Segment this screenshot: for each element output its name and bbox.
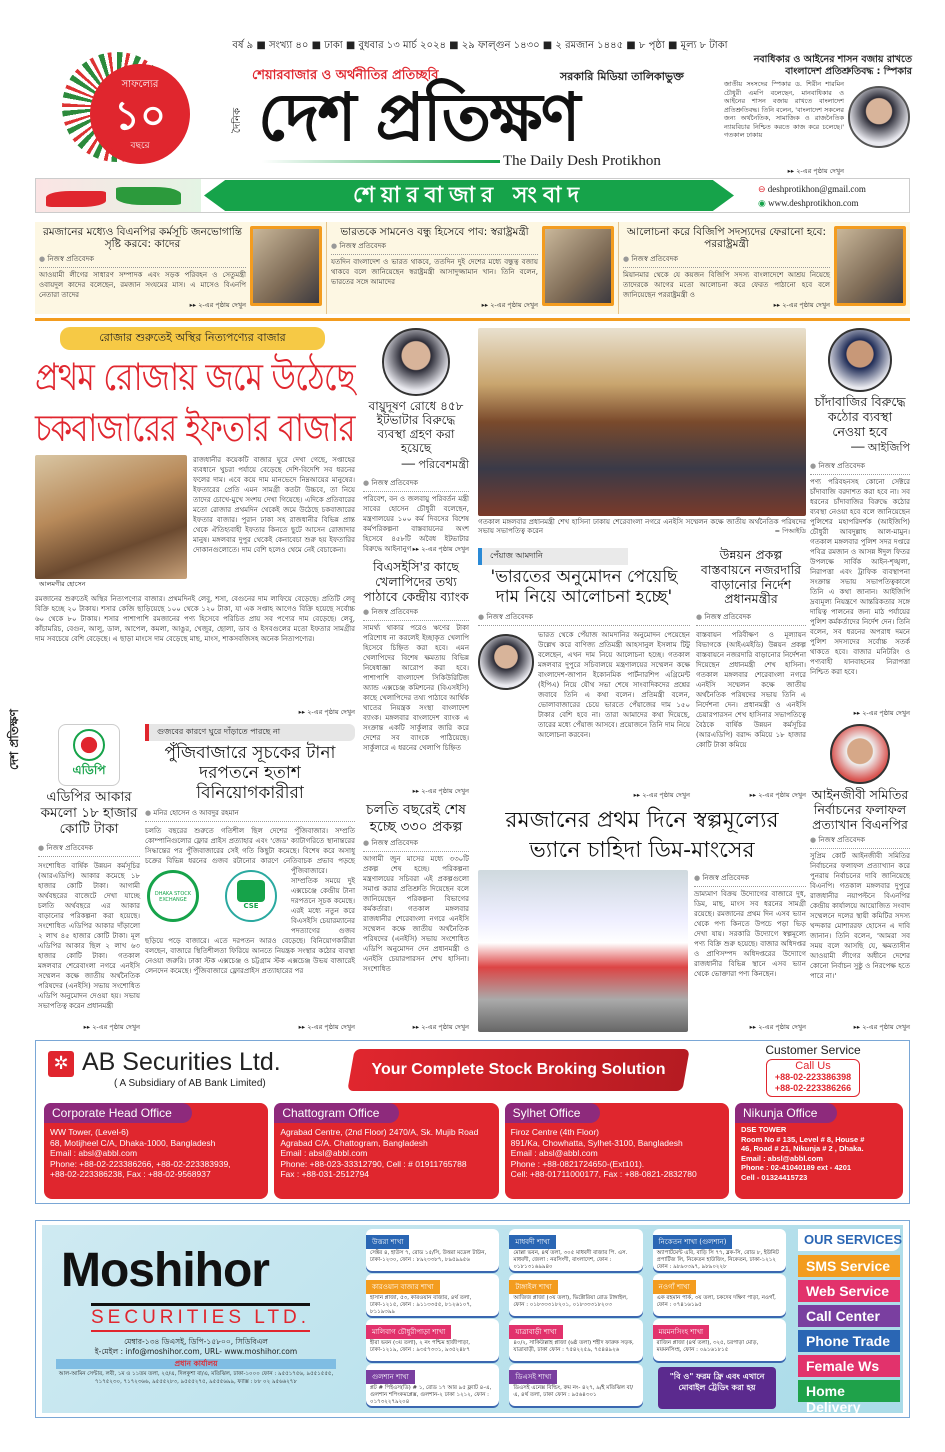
byline: ● নিজস্ব প্রতিবেদক xyxy=(696,611,806,626)
office-card: Nikunja Office DSE TOWER Room No # 135, Level # 8, House # 46, Road # 21, Nikunja # 2 , Dhaka. Email : absl@abbl.com Phone : 02-41040189 ext - 4201 Cell - 01324415723 xyxy=(735,1103,903,1199)
branch-card xyxy=(653,1229,786,1271)
mobile-trading-promo: "বি ও" ফরম ফ্রি এবং এখানে মোবাইল ট্রেডিং করা হয় xyxy=(658,1367,776,1409)
top-stories xyxy=(35,222,910,314)
projects-story xyxy=(363,802,469,1032)
byline: ● নিজস্ব প্রতিবেদক xyxy=(694,872,806,887)
service-item: Phone Trade xyxy=(798,1330,900,1352)
ear-headline: নবাধিকার ও আইনের শাসন বজায় রাখতে বাংলাদেশ প্রতিশ্রুতিবদ্ধ : স্পিকার xyxy=(753,54,912,77)
byline: ● নিজস্ব প্রতিবেদক xyxy=(363,477,469,492)
igp-headline[interactable]: চাঁদাবাজির বিরুদ্ধে কঠোর ব্যবস্থা নেওয়া হবে xyxy=(814,394,906,439)
ab-subsidiary: ( A Subsidiary of AB Bank Limited) xyxy=(114,1078,266,1089)
branch-name: টাঙ্গাইল শাখা xyxy=(509,1280,557,1294)
branch-address: সেক্টর ৪, হাউস ৭, রোড ১৫/সি, উত্তরা মডেল টাউন, ঢাকা-১২৩০, ফোন : ৮৯২৩৩৮৭, ৮৯৫৯৯৫৬ xyxy=(370,1250,487,1263)
moshihor-brand: Moshihor xyxy=(61,1244,269,1297)
branch-address: রাজিন প্লাজা (৪র্থ তলা), ৩২৫, চরপাড়া মোড়, ময়মনসিংহ, ফোন : ০৯১৬১৮১৫ xyxy=(656,1340,759,1353)
more-link[interactable]: ▸▸ ২-এর পৃষ্ঠায় দেখুন xyxy=(331,301,538,310)
more-link[interactable]: ▸▸ ২-এর পৃষ্ঠায় দেখুন xyxy=(810,1023,910,1032)
branch-name: নিকেতন শাখা (গুলশান) xyxy=(653,1235,733,1249)
office-card: Corporate Head Office WW Tower, (Level-6) 68, Motijheel C/A, Dhaka-1000, Bangladesh Email : absl@abbl.com Phone: +88-02-223386266, +88-02-223383939, +88-02-223386238, Fax : +88-02-9568937 xyxy=(44,1103,268,1199)
more-link[interactable]: ▸▸ ২-এর পৃষ্ঠায় দেখুন xyxy=(38,1023,140,1032)
sales-van-photo xyxy=(478,870,688,1032)
customer-service-label: Customer Service xyxy=(765,1043,861,1057)
environment-minister-photo xyxy=(382,328,450,396)
anniversary-logo xyxy=(62,52,192,172)
van-block xyxy=(478,806,806,1032)
story-body: বাস্তবায়ন পরিবীক্ষণ ও মূল্যায়ন বিভাগকে (আইএমইডি) উন্নয়ন প্রকল্প বাস্তবায়নে নজরদারি বাড়ানোর নির্দেশনা দিয়েছেন প্রধানমন্ত্রী শেখ হাসিনা। গতকাল মঙ্গলবার শেরেবাংলা নগরে এনইসি সম্মেলন কক্ষে জাতীয় অর্থনৈতিক পরিষদের সভায় তিনি এ নির্দেশনা দেন। প্রধানমন্ত্রী ও এনইসি চেয়ারপারসন শেখ হাসিনার সভাপতিত্বে বৈঠকে বার্ষিক উন্নয়ন কর্মসূচির (আরএডিপি) বরাদ্দ কমিয়ে ১৮ হাজার কোটি টাকা কমিয়ে xyxy=(696,631,806,749)
service-item: Call Center xyxy=(798,1305,900,1327)
byline: ● নিজস্ব প্রতিবেদক xyxy=(623,253,830,268)
ear-story xyxy=(724,54,912,176)
credit: পিআইডি xyxy=(782,527,806,535)
side-label: দেশ প্রতিক্ষণ xyxy=(7,709,21,770)
dse-logo: DHAKA STOCK EXCHANGE xyxy=(147,870,199,922)
head-office-label: প্রধান কার্যালয় xyxy=(56,1359,336,1369)
branch-card xyxy=(509,1319,642,1361)
ab-slogan: Your Complete Stock Broking Solution xyxy=(371,1061,666,1078)
globe-icon: ◉ xyxy=(758,198,769,208)
branch-card xyxy=(366,1229,499,1271)
ab-logo-icon: ✲ xyxy=(48,1051,74,1077)
lead-story xyxy=(35,327,355,717)
commerce-minister-photo xyxy=(478,634,534,690)
branch-card xyxy=(366,1274,499,1316)
govt-seal-icon xyxy=(73,729,105,761)
office-card: Sylhet Office Firoz Centre (4th Floor) 891/Ka, Chowhatta, Sylhet-3100, Bangladesh Email : absl@abbl.com Phone : +88-0821724650-(Ext101). Cell: +88-01711000177, Fax : +88-0821-2832780 xyxy=(505,1103,729,1199)
office-name: Chattogram Office xyxy=(274,1103,399,1123)
air-attribution: ── পরিবেশমন্ত্রী xyxy=(401,457,469,471)
service-item: Female Ws xyxy=(798,1355,900,1377)
dateline: বর্ষ ৯ ■ সংখ্যা ৪০ ■ ঢাকা ■ বুধবার ১৩ মার্চ ২০২৪ ■ ২৯ ফাল্গুন ১৪৩০ ■ ২ রমজান ১৪৪৫ ■ ৮ পৃষ্ঠা ■ মূল্য ৮ টাকা xyxy=(232,40,728,51)
van-headline[interactable]: রমজানের প্রথম দিনে স্বল্পমূল্যের ভ্যানে চাহিদা ডিম-মাংসের xyxy=(505,808,779,863)
lead-kicker: রোজার শুরুতেই অস্থির নিত্যপণ্যের বাজার xyxy=(60,327,325,350)
moshihor-contact: ই-মেইল : info@moshihor.com, URL- www.moshihor.com xyxy=(94,1347,298,1356)
speaker-photo xyxy=(848,86,910,148)
story-body: সংশোধিত বার্ষিক উন্নয়ন কর্মসূচির (আরএডিপি) আকার কমেছে ১৮ হাজার কোটি টাকা। আগামী অর্থবছরের বাজেটে দেখা যাচ্ছে চলতি অর্থবছরে এর আকার বাড়ানোর পরিকল্পনা করা হয়েছে। সংশোধিত এডিপির আকার দাঁড়ালো ২ লাখ ৪৫ হাজার কোটি টাকা। মূল এডিপির আকার ছিল ২ লাখ ৬৩ হাজার কোটি টাকা। গতকাল মঙ্গলবার শেরেবাংলা নগরে এনইসি সম্মেলন কক্ষে জাতীয় অর্থনৈতিক পরিষদের (এনইসি) সভায় সংশোধিত এডিপি অনুমোদন দেওয়া হয়। সভায় সভাপতিত্ব করেন প্রধানমন্ত্রী xyxy=(38,861,140,1010)
services-title: OUR SERVICES xyxy=(798,1229,900,1251)
more-link[interactable]: ▸▸ ২-এর পৃষ্ঠায় দেখুন xyxy=(35,708,355,717)
masthead-english: The Daily Desh Protikhon xyxy=(503,153,661,169)
story-body xyxy=(145,826,355,1021)
branch-name: মাধবদী শাখা xyxy=(509,1235,555,1249)
byline: ● নিজস্ব প্রতিবেদক xyxy=(331,240,538,255)
lead-body-1: রাজধানীর কয়েকটি বাজার ঘুরে দেখা গেছে, সপ্তাহের ব্যবধানে খুচরা পর্যায়ে বেড়েছে দেশি-বিদেশি সব ধরনের ফলের দাম। এবে কয়ে দাম মানভেদে নিম্নআয়ের মানুষের। ইফতারের প্রেতি এমন সামগ্রী কতটা উচ্চবে, তা নিয়ে তাদের চোখে-মুখে সংশয় দেখা গিয়েছে। এদিকে প্রতিবারের মতো রোজার প্রথমদিন থেকেই জমে উঠেছে চকবাজারের ইফতার বাজার। পুরান ঢাকা সহ রাজধানীর বিভিন্ন প্রান্ত থেকে ঐতিহ্যবাহী ইফতার কিনতে ছুটে আসেন রোজাদার মানুষ। মঙ্গলবার দুপুর থেকেই কেনাবেচা শুরু হয় ইফতারির দোকানগুলোতে। দাম বেশি হলেও থেমে নেই বেচাকেনা। xyxy=(193,456,355,554)
service-item: Web Service xyxy=(798,1280,900,1302)
more-link[interactable]: ▸▸ ২-এর পৃষ্ঠায় দেখুন xyxy=(478,791,690,800)
phone-number[interactable]: +88-02-223386398 xyxy=(774,1072,852,1082)
pm-headline[interactable]: উন্নয়ন প্রকল্প বাস্তবায়নে নজরদারি বাড়ানোর নির্দেশ প্রধানমন্ত্রীর xyxy=(700,547,802,607)
branch-name: ময়মনসিংহ শাখা xyxy=(653,1325,709,1339)
top-story-headline[interactable]: ভারতকে সামনেও বন্ধু হিসেবে পাব: স্বরাষ্ট্রমন্ত্রী xyxy=(340,226,529,238)
ab-securities-ad[interactable] xyxy=(35,1040,910,1204)
branch-name: ডিএসই শাখা xyxy=(509,1370,557,1384)
air-headline[interactable]: বায়ুদূষণ রোধে ৪৫৮ ইটভাটার বিরুদ্ধে ব্যবস্থা গ্রহণ করা হয়েছে xyxy=(368,399,464,456)
story-body: ভ্রাম্যমাণ বিক্রয় উদ্যোগের বাজারে দুধ, ডিম, মাছ, মাংস সব ধরনের সামগ্রী রয়েছে। রমজানের প্রথম দিন এসব ভ্যান থেকে পণ্য কিনতে উপচে পড়া ভিড় দেখা যায়। সরকারি উদ্যোগে স্বল্পমূল্যে পণ্য বিক্রি শুরু হয়েছে। বাজার অধিদপ্তর ও প্রাণিসম্পদ অধিদপ্তরের উদ্যোগে রাজধানীর বিভিন্ন স্থানে এসব ভ্যান থেকে ভোক্তারা পণ্য কিনছেন। xyxy=(694,890,806,978)
anniversary-top: সাফল্যের xyxy=(121,79,159,90)
photo-caption-block xyxy=(478,518,806,545)
air-story xyxy=(363,328,469,554)
byline: ● নিজস্ব প্রতিবেদক xyxy=(810,460,910,475)
masthead-prefix: দৈনিক xyxy=(232,107,244,134)
cse-logo xyxy=(225,870,277,922)
lawyer-story xyxy=(810,724,910,1032)
ab-brand: AB Securities Ltd. xyxy=(82,1048,281,1076)
branch-card xyxy=(509,1364,642,1406)
story-body: ভারত থেকে পেঁয়াজ আমদানির অনুমোদন পেয়েছেন উল্লেখ করে বাণিজ্য প্রতিমন্ত্রী আহসানুল ইসলাম টিটু বলেছেন, এখন দাম নিয়ে আলোচনা হচ্ছে। গতকাল মঙ্গলবার দুপুরে সচিবালয়ে মন্ত্রণালয়ের সম্মেলন কক্ষে বাংলাদেশ-জাপান ইকোনমিক পার্টনারশিপ এগ্রিমেন্ট (ইপিএ) নিয়ে যৌথ সভা শেষে সাংবাদিকদের প্রশ্নের জবাবে তিনি এ কথা বলেন। প্রতিমন্ত্রী বলেন, ভোলাবাজারের চেয়ে ভারতে পেঁয়াজের দাম ১৫০ টাকার বেশি হবে না। তারা আমাদের কথা দিয়েছে, তারের মধ্যে পেঁয়াজ আসবে। প্রয়োজনে তিনি দাম নিয়ে আলোচনা করবেন। xyxy=(538,631,690,740)
masthead-tagline: শেয়ারবাজার ও অর্থনীতির প্রতিচ্ছবি xyxy=(252,68,439,83)
website-link[interactable]: www.deshprotikhon.com xyxy=(768,198,859,208)
head-office-address: আল-আমিন সেন্টার, লবী, ১ম ও ১১তম তলা, ২৫/এ, দিলকুশা বা/এ, মতিঝিল, ঢাকা-১০০০ ফোন : ৯৫৫১৭৫৬, ৯৫৫১৫৫৫, ৭১৭৫২৩০, ৭১৭২৩৬৬, ৯৫৫৫২৮৩, ৯৫৫৫২৭৫, ৯৫৫৫৬৯৯, ফ্যাক্স : ৮৮ ০২ ৯৫৬৬২৭৮ xyxy=(58,1371,334,1385)
byline: ● নিজস্ব প্রতিবেদক xyxy=(39,253,246,268)
story-body: সুপ্রিম কোর্ট আইনজীবী সমিতির নির্বাচনের ফলাফল প্রত্যাখ্যান করে পুনরায় নির্বাচনের দাবি জানিয়েছে বিএনপি। গতকাল মঙ্গলবার দুপুরে রাজধানীর নয়াপল্টনে বিএনপির কেন্দ্রীয় কার্যালয়ে আয়োজিত সংবাদ সম্মেলনে দলের স্থায়ী কমিটির সদস্য খন্দকার মোশাররফ হোসেন এ দাবি জানান। তিনি বলেন, 'আমরা সব সময় বলে আসছি যে, ক্ষমতাসীন আওয়ামী লীগের অধীনে দেশের কোনো নির্বাচন সুষ্ঠু ও নিরপেক্ষ হতে পারে না।' xyxy=(810,852,910,981)
story-body: আগামী জুন মাসের মধ্যে ৩৩০টি প্রকল্প শেষ হচ্ছে। পরিকল্পনা মন্ত্রণালয়ের সচিবরা এই প্রকল্পগুলো সমাপ্ত করার প্রতিশ্রুতি দিয়েছেন বলে জানিয়েছেন পরিকল্পনা বিভাগের কর্মকর্তারা। গতকাল মঙ্গলবার রাজধানীর শেরেবাংলা নগরে এনইসি সম্মেলন কক্ষে জাতীয় অর্থনৈতিক পরিষদের (এনইসি) সভায় সংশোধিত এডিপি অনুমোদন দেন প্রধানমন্ত্রী ও এনইসি চেয়ারপারসন শেখ হাসিনা। সংশোধিত xyxy=(363,855,469,974)
pm-story xyxy=(696,548,806,800)
more-link[interactable]: ▸▸ ২-এর পৃষ্ঠায় দেখুন xyxy=(363,545,469,554)
call-us-label: Call Us xyxy=(795,1060,831,1072)
more-link[interactable]: ▸▸ ২-এর পৃষ্ঠায় দেখুন xyxy=(363,787,469,796)
byline: ● নিজস্ব প্রতিবেদক xyxy=(478,611,690,626)
top-story[interactable] xyxy=(35,222,327,314)
kader-photo xyxy=(250,226,322,306)
more-link[interactable]: ▸▸ ২-এর পৃষ্ঠায় দেখুন xyxy=(623,301,830,310)
lead-headline-1[interactable]: প্রথম রোজায় জমে উঠেছে xyxy=(35,355,355,399)
market-headline[interactable]: পুঁজিবাজারে সূচকের টানা দরপতনে হতাশ বিনিয়োগকারীরা xyxy=(164,743,336,804)
byline: ● নিজস্ব প্রতিবেদক xyxy=(38,842,140,857)
lead-headline-2[interactable]: চকবাজারের ইফতার বাজার xyxy=(35,406,355,450)
bnp-leader-photo xyxy=(830,724,890,784)
attribution: পরিবেশমন্ত্রী xyxy=(418,457,469,471)
more-link[interactable]: ▸▸ ২-এর পৃষ্ঠায় দেখুন xyxy=(145,1023,355,1032)
branch-address: মোল্লা ভবন, ৪র্থ তলা, ৩০৫ মাধবদী বাজার পি. এস. মাধবদী, জেলা : নরসিংদী, বাংলাদেশ, ফোন : ০১৮১৩১৬৯৯৪০ xyxy=(513,1250,628,1270)
home-minister-photo xyxy=(542,226,614,306)
branch-card xyxy=(366,1364,499,1406)
top-story[interactable] xyxy=(327,222,619,314)
top-story[interactable] xyxy=(619,222,910,314)
adp-logo xyxy=(58,724,120,786)
more-link[interactable]: ▸▸ ২-এর পৃষ্ঠায় দেখুন xyxy=(694,1023,806,1032)
banner xyxy=(35,178,910,213)
branch-card xyxy=(509,1274,642,1316)
branch-address: এক রহমান পার্ক, ৩য় তলা, চকদেব দক্ষিণ পাড়া, নওগাঁ, ফোন : ০৭৪১৬১৯৫ xyxy=(656,1295,776,1308)
branch-name: যাত্রাবাড়ী শাখা xyxy=(509,1325,562,1339)
photo-credit: আলমগীর হোসেন xyxy=(39,580,86,588)
bsec-headline[interactable]: বিএসইসি'র কাছে খেলাপিদের তথ্য পাঠাবে কেন্দ্রীয় ব্যাংক xyxy=(363,559,469,604)
lawyer-headline[interactable]: আইনজীবী সমিতির নির্বাচনের ফলাফল প্রত্যাখান বিএনপির xyxy=(811,787,909,832)
branch-name: উত্তরা শাখা xyxy=(366,1235,409,1249)
igp-photo xyxy=(828,328,892,392)
more-link[interactable]: ▸▸ ২-এর পৃষ্ঠায় দেখুন xyxy=(39,301,246,310)
projects-headline[interactable]: চলতি বছরেই শেষ হচ্ছে ৩৩০ প্রকল্প xyxy=(366,802,466,835)
branch-name: মালিবাগ চৌধুরীপাড়া শাখা xyxy=(366,1325,451,1339)
divider xyxy=(35,318,910,321)
adp-headline[interactable]: এডিপির আকার কমলো ১৮ হাজার কোটি টাকা xyxy=(40,789,138,837)
office-name: Corporate Head Office xyxy=(44,1103,192,1123)
more-link[interactable]: ▸▸ ২-এর পৃষ্ঠায় দেখুন xyxy=(696,791,806,800)
igp-story xyxy=(810,328,910,718)
exchange-logos xyxy=(145,868,285,926)
attribution: আইজিপি xyxy=(867,441,910,455)
phone-number[interactable]: +88-02-223386266 xyxy=(774,1083,852,1093)
cse-logo-text: CSE xyxy=(243,902,259,911)
branch-address: হাসান প্লাজা, ৫৩, কারওয়ান বাজার, ৪র্থ তলা, ঢাকা-১২১৫, ফোন : ৯১১৩৩৫৫, ৮১২৬১০৭, ৮১১৯৩৯৯ xyxy=(370,1295,472,1315)
onion-story xyxy=(478,548,690,800)
van-story xyxy=(694,870,806,1032)
nec-meeting-photo xyxy=(478,328,806,516)
story-body: পরিবেশ, বন ও জলবায়ু পরিবর্তন মন্ত্রী সাবের হোসেন চৌধুরী বলেছেন, মন্ত্রণালয়ের ১০০ কর্ম দিবসের বিশেষ কর্মপরিকল্পনা বাস্তবায়নের অংশ হিসেবে ৪৫৮টি অবৈধ ইটভাটার বিরুদ্ধে আইনানুগ xyxy=(363,494,469,553)
igp-attribution: ── আইজিপি xyxy=(851,441,910,455)
branch-name: কারওয়ান বাজার শাখা xyxy=(366,1280,440,1294)
branch-address: ৪০/২, সাকিউল্লাহ প্লাজা (৬ষ্ঠ তলা) শহীদ ফারুক সড়ক, যাত্রাবাড়ী, ঢাকা ফোন : ৭৫৪২২৫৯, ৭৫৪৪৯২৬ xyxy=(513,1340,634,1353)
branch-card xyxy=(653,1319,786,1361)
byline: ● নিজস্ব প্রতিবেদক xyxy=(810,834,910,849)
column-right xyxy=(810,328,910,1032)
office-name: Sylhet Office xyxy=(505,1103,601,1123)
photo-caption: গতকাল মঙ্গলবার প্রধানমন্ত্রী শেখ হাসিনা ঢাকায় শেরেবাংলা নগরে এনইসি সম্মেলন কক্ষে জাতীয় অর্থনৈতিক পরিষদের সভায় সভাপতিত্ব করেন xyxy=(478,518,806,535)
office-name: Nikunja Office xyxy=(735,1103,837,1123)
ear-more-link[interactable]: ▸▸ ২-এর পৃষ্ঠায় দেখুন xyxy=(724,167,844,176)
branch-address: প্লট # পিইএস(ডি) # ১, রোড ১৭ আর ৯৫ ফ্ল্যাট ৪-এ, গুলশান শপিংকমপ্লেক্স, গুলশান-২ ঢাকা ১২১২, ফোন : ০১৭৩২২৭৯২০৪ xyxy=(370,1385,492,1405)
story-body: মিয়ানমার থেকে যে কয়জন বিজিপি সদস্য বাংলাদেশে আশ্রয় নিয়েছে তাদেরকে আগের মতো আলোচনা করে ফেরত পাঠানো হবে বলে জানিয়েছেন পররাষ্ট্রমন্ত্রী ও xyxy=(623,270,830,299)
story-text: চলতি বছরের শুরুতে গতিশীল ছিল দেশের পুঁজিবাজার। সম্প্রতি কোম্পানিগুলোর ফ্লোর প্রাইস প্রত্যাহার এবং 'জেড' ক্যাটাগরিতে স্থানান্তরের সিদ্ধান্তের পর পুঁজিবাজারের সেই গতি কিছুটা কমেছে। বিশেষ করে অসাধু চক্রের বিভিন্ন ধরনের গুজব রটানোর কারণে নেতিবাচক প্রভাব পড়ছে পুঁজিবাজারে। সাম্প্রতিক সময়ে দুই এক্সচেঞ্জে কেন্দ্রীয় টানা দরপতনে সূচক কমেছে। এরই মধ্যে নতুন করে বিএসইসি চেয়ারম্যানের পদত্যাগের গুজব ছড়িয়ে পড়ে বাজারে। এতে দরপতন আরও বেড়েছে। বিনিয়োগকারীরা বলছেন, বাজারে স্থিতিশীলতা ফিরিয়ে আনতে নিয়ন্ত্রক সংস্থার কঠোর ব্যবস্থা নেওয়া জরুরি। ঢাকা স্টক এক্সচেঞ্জ ও চট্টগ্রাম স্টক এক্সচেঞ্জ উভয় বাজারেই লেনদেন কমেছে। পুঁজিবাজারে ফ্লোরপ্রাইস প্রত্যাহারের পর xyxy=(145,827,355,976)
service-item: Home Delivery xyxy=(798,1380,900,1402)
more-link[interactable]: ▸▸ ২-এর পৃষ্ঠায় দেখুন xyxy=(363,1023,469,1032)
masthead-title: দেশ প্রতিক্ষণ xyxy=(258,79,579,156)
email-link[interactable]: deshprotikhon@gmail.com xyxy=(767,184,866,194)
photo-credit: = পিআইডি xyxy=(774,527,806,535)
market-kicker: গুজবের কারণে ঘুরে দাঁড়াতে পারছে না xyxy=(145,724,355,741)
moshihor-sub: SECURITIES LTD. xyxy=(91,1303,310,1332)
iftar-market-photo xyxy=(35,455,187,579)
banner-title: শেয়ারবাজার সংবাদ xyxy=(352,183,585,208)
masthead-listed: সরকারি মিডিয়া তালিকাভুক্ত xyxy=(560,70,684,83)
branch-name: গুলশান শাখা xyxy=(366,1370,415,1384)
top-story-headline[interactable]: আলোচনা করে বিজিপি সদস্যদের ফেরানো হবে: পররাষ্ট্রমন্ত্রী xyxy=(626,226,827,251)
bull-bear-icon xyxy=(36,179,201,212)
email-icon: ⊖ xyxy=(758,184,768,194)
bsec-story xyxy=(363,560,469,796)
branch-address: ডিএসই এনেক্স বিল্ডিং, রুম নং- ৪২৭, ৯/ই মতিঝিল বা/এ, ৪র্থ তলা, ঢাকা ফোন : ৯৫৬৪৩০১ xyxy=(513,1385,634,1398)
branch-card xyxy=(653,1274,786,1316)
branch-address: অ্যাপার্টমেন্ট এবি, বাড়ি সি ৭৭, ব্লক-সি, রোড ৮, ইউনিট প্রপার্টিজ লি, নিকেতন হাউজিং, নিকেতন, ঢাকা-১২১২ ফোন : ৯৮৯০৩৯৭, ৯৮৯০২২৮ xyxy=(656,1250,779,1270)
masthead-rule xyxy=(262,160,500,163)
onion-headline[interactable]: 'ভারতের অনুমোদন পেয়েছি দাম নিয়ে আলোচনা হচ্ছে' xyxy=(490,567,678,608)
story-body: যতদিন বাংলাদেশ ও ভারত থাকবে, ততদিন দুই দেশের মধ্যে বন্ধুত্ব বজায় থাকবে বলে জানিয়েছেন স্বরাষ্ট্রমন্ত্রী আসাদুজ্জামান খান। তিনি বলেন, ভারতের সঙ্গে আমাদের xyxy=(331,258,538,287)
moshihor-ad[interactable] xyxy=(35,1220,910,1418)
lead-body-2: রমজানের শুরুতেই অস্থির নিত্যপণ্যের বাজার। প্রথমদিনই লেবু, শসা, বেগুনের দাম লাফিয়ে বেড়েছে। প্রতিটি লেবু বিক্রি হচ্ছে ২০ টাকায়। শসার কেজি ছাড়িয়েছে ১০০ থেকে ১২০ টাকা, যা এক সপ্তাহ আগেও বিক্রি হয়েছে সর্বোচ্চ ৬০ থেকে ৮০ টাকায়। শসার পাশাপাশি রমজানের পণ্য হিসেবে পরিচিত প্রায় সব পণ্যের দাম বেড়েছে। লেবু, কাঁচামরিচ, বেগুন, আলু, ডাল, আপেল, কমলা, আঙুর, খেজুর, ছোলা, ডাব ও ইসবগুলের মতো ইফতার সামগ্রীর দাম সবচেয়ে বেশি বেড়েছে। এ ছাড়া মাংসে দাম বেড়েছে মাছ, মাংস, শাকসবজিসহ অনেক নিত্যপণ্যের। xyxy=(35,595,355,643)
top-story-headline[interactable]: রমজানের মধ্যেও বিএনপির কর্মসূচি জনভোগান্তি সৃষ্টি করবে: কাদের xyxy=(42,226,243,251)
ear-body: জাতীয় সংসদের স্পিকার ড. শিরীন শারমিন চৌধুরী এমপি বলেছেন, মানবাধিকার ও আইনের শাসন বজায় রাখতে বাংলাদেশ প্রতিশ্রুতিবদ্ধ। তিনি বলেন, 'বাংলাদেশ সকলের জন্য অর্থনৈতিক, সামাজিক ও রাজনৈতিক ন্যায়বিচার নিশ্চিত করতে কাজ করে চলেছে।' গতকাল ঢাকায় xyxy=(724,80,844,139)
membership: মেম্বার-১৩৪ ডিএসই, ডিপি-১৫৮০০, সিডিবিএল xyxy=(124,1337,268,1346)
byline: ● নিজস্ব প্রতিবেদক xyxy=(363,837,469,852)
adp-logo-text: এডিপি xyxy=(72,763,106,777)
branch-address: আজিজ প্লাজা (৩য় তলা), ভিক্টোরিয়া রোড টাঙ্গাইল, ফোন : ০১৮৩৩৩১৮২০১, ০১৮৩৩৩১৮২০৩ xyxy=(513,1295,628,1308)
branch-address: হীরা ভবন (৩য় তলা), ২ নং পশ্চিম হাজীপাড়া, ঢাকা-১২১৯, ফোন : ৯৩৫৭৩৩১, ৯৩৫২৪৮৭ xyxy=(370,1340,470,1353)
office-card: Chattogram Office Agrabad Centre, (2nd Floor) 2470/A, Sk. Mujib Road Agrabad C/A. Chattogram, Bangladesh Email : absl@abbl.com Phone: +88-023-33312790, Cell : # 01911765788 Fax : +88-031-2512794 xyxy=(274,1103,498,1199)
market-story xyxy=(145,724,355,1032)
branch-name: নওগাঁ শাখা xyxy=(653,1280,696,1294)
adp-story xyxy=(38,724,140,1032)
onion-kicker: পেঁয়াজ আমদানি xyxy=(478,548,628,565)
branch-card xyxy=(366,1319,499,1361)
story-body: পণ্য পরিবহনসহ কোনো সেক্টরে চাঁদাবাজি বরদাশত করা হবে না। সব ধরনের চাঁদাবাজির বিরুদ্ধে কঠোর ব্যবস্থা নেওয়া হবে বলে জানিয়েছেন পুলিশের মহাপরিদর্শক (আইজিপি) চৌধুরী আবদুল্লাহ আল-মামুন। গতকাল মঙ্গলবার পুলিশ সদর দপ্তরে পবিত্র রমজান ও আসন্ন ঈদুল ফিতর উপলক্ষে সার্বিক আইন-শৃঙ্খলা, নিরাপত্তা এবং ট্রাফিক ব্যবস্থাপনা সংক্রান্ত সভায় সভাপতিত্বকালে তিনি এ কথা জানান। আইজিপি দ্রব্যমূল্য নিয়ন্ত্রণে আন্তরিকতার সঙ্গে দায়িত্ব পালনের জন্য মাঠ পর্যায়ের পুলিশ কর্মকর্তাদের নির্দেশ দেন। তিনি বলেন, সব ধরনের অপরাধ দমনে পুলিশ সদস্যদের সর্বোচ্চ সতর্ক থাকতে হবে। বাজার মনিটরিং ও পণ্যবাহী যানবাহনের নিরাপত্তা নিশ্চিত করা হবে। xyxy=(810,478,910,677)
story-body: আওয়ামী লীগের সাধারণ সম্পাদক এবং সড়ক পরিবহন ও সেতুমন্ত্রী ওবায়দুল কাদের বলেছেন, রমজান সংযমের মাস। এ মাসেও বিএনপি নেতারা তাদের xyxy=(39,270,246,299)
column-2 xyxy=(363,328,469,1032)
byline: ● মনির হোসেন ও আবদুর রহমান xyxy=(145,807,355,822)
service-item: SMS Service xyxy=(798,1255,900,1277)
branch-card xyxy=(509,1229,642,1271)
services-list xyxy=(798,1255,900,1415)
byline: ● নিজস্ব প্রতিবেদক xyxy=(363,606,469,621)
foreign-minister-photo xyxy=(834,226,906,306)
story-body: সামর্থ্য থাকার পরেও ঋণের টাকা পরিশোধ না করলেই ইচ্ছাকৃত খেলাপি হিসেবে চিহ্নিত করা হবে। এমন খেলাপিদের বিশেষ ক্ষমতায় বিভিন্ন নিষেধাজ্ঞা আরোপ করা হবে। পাশাপাশি বাংলাদেশ সিকিউরিটিজ অ্যান্ড এক্সচেঞ্জ কমিশনের (বিএসইসি) কাছে খেলাপিদের তথ্য পাঠাবে আর্থিক খাতের নিয়ন্ত্রক সংস্থা বাংলাদেশ ব্যাংক। মঙ্গলবার বাংলাদেশ ব্যাংক এ সংক্রান্ত একটি সার্কুলার জারি করে দেশের সব ব্যাংকে পাঠিয়েছে। সার্কুলারে এ ধরনের খেলাপি চিহ্নিত xyxy=(363,624,469,753)
more-link[interactable]: ▸▸ ২-এর পৃষ্ঠায় দেখুন xyxy=(810,709,910,718)
anniversary-number: ১০ xyxy=(114,93,166,139)
anniversary-bottom: বছরে xyxy=(130,141,150,151)
